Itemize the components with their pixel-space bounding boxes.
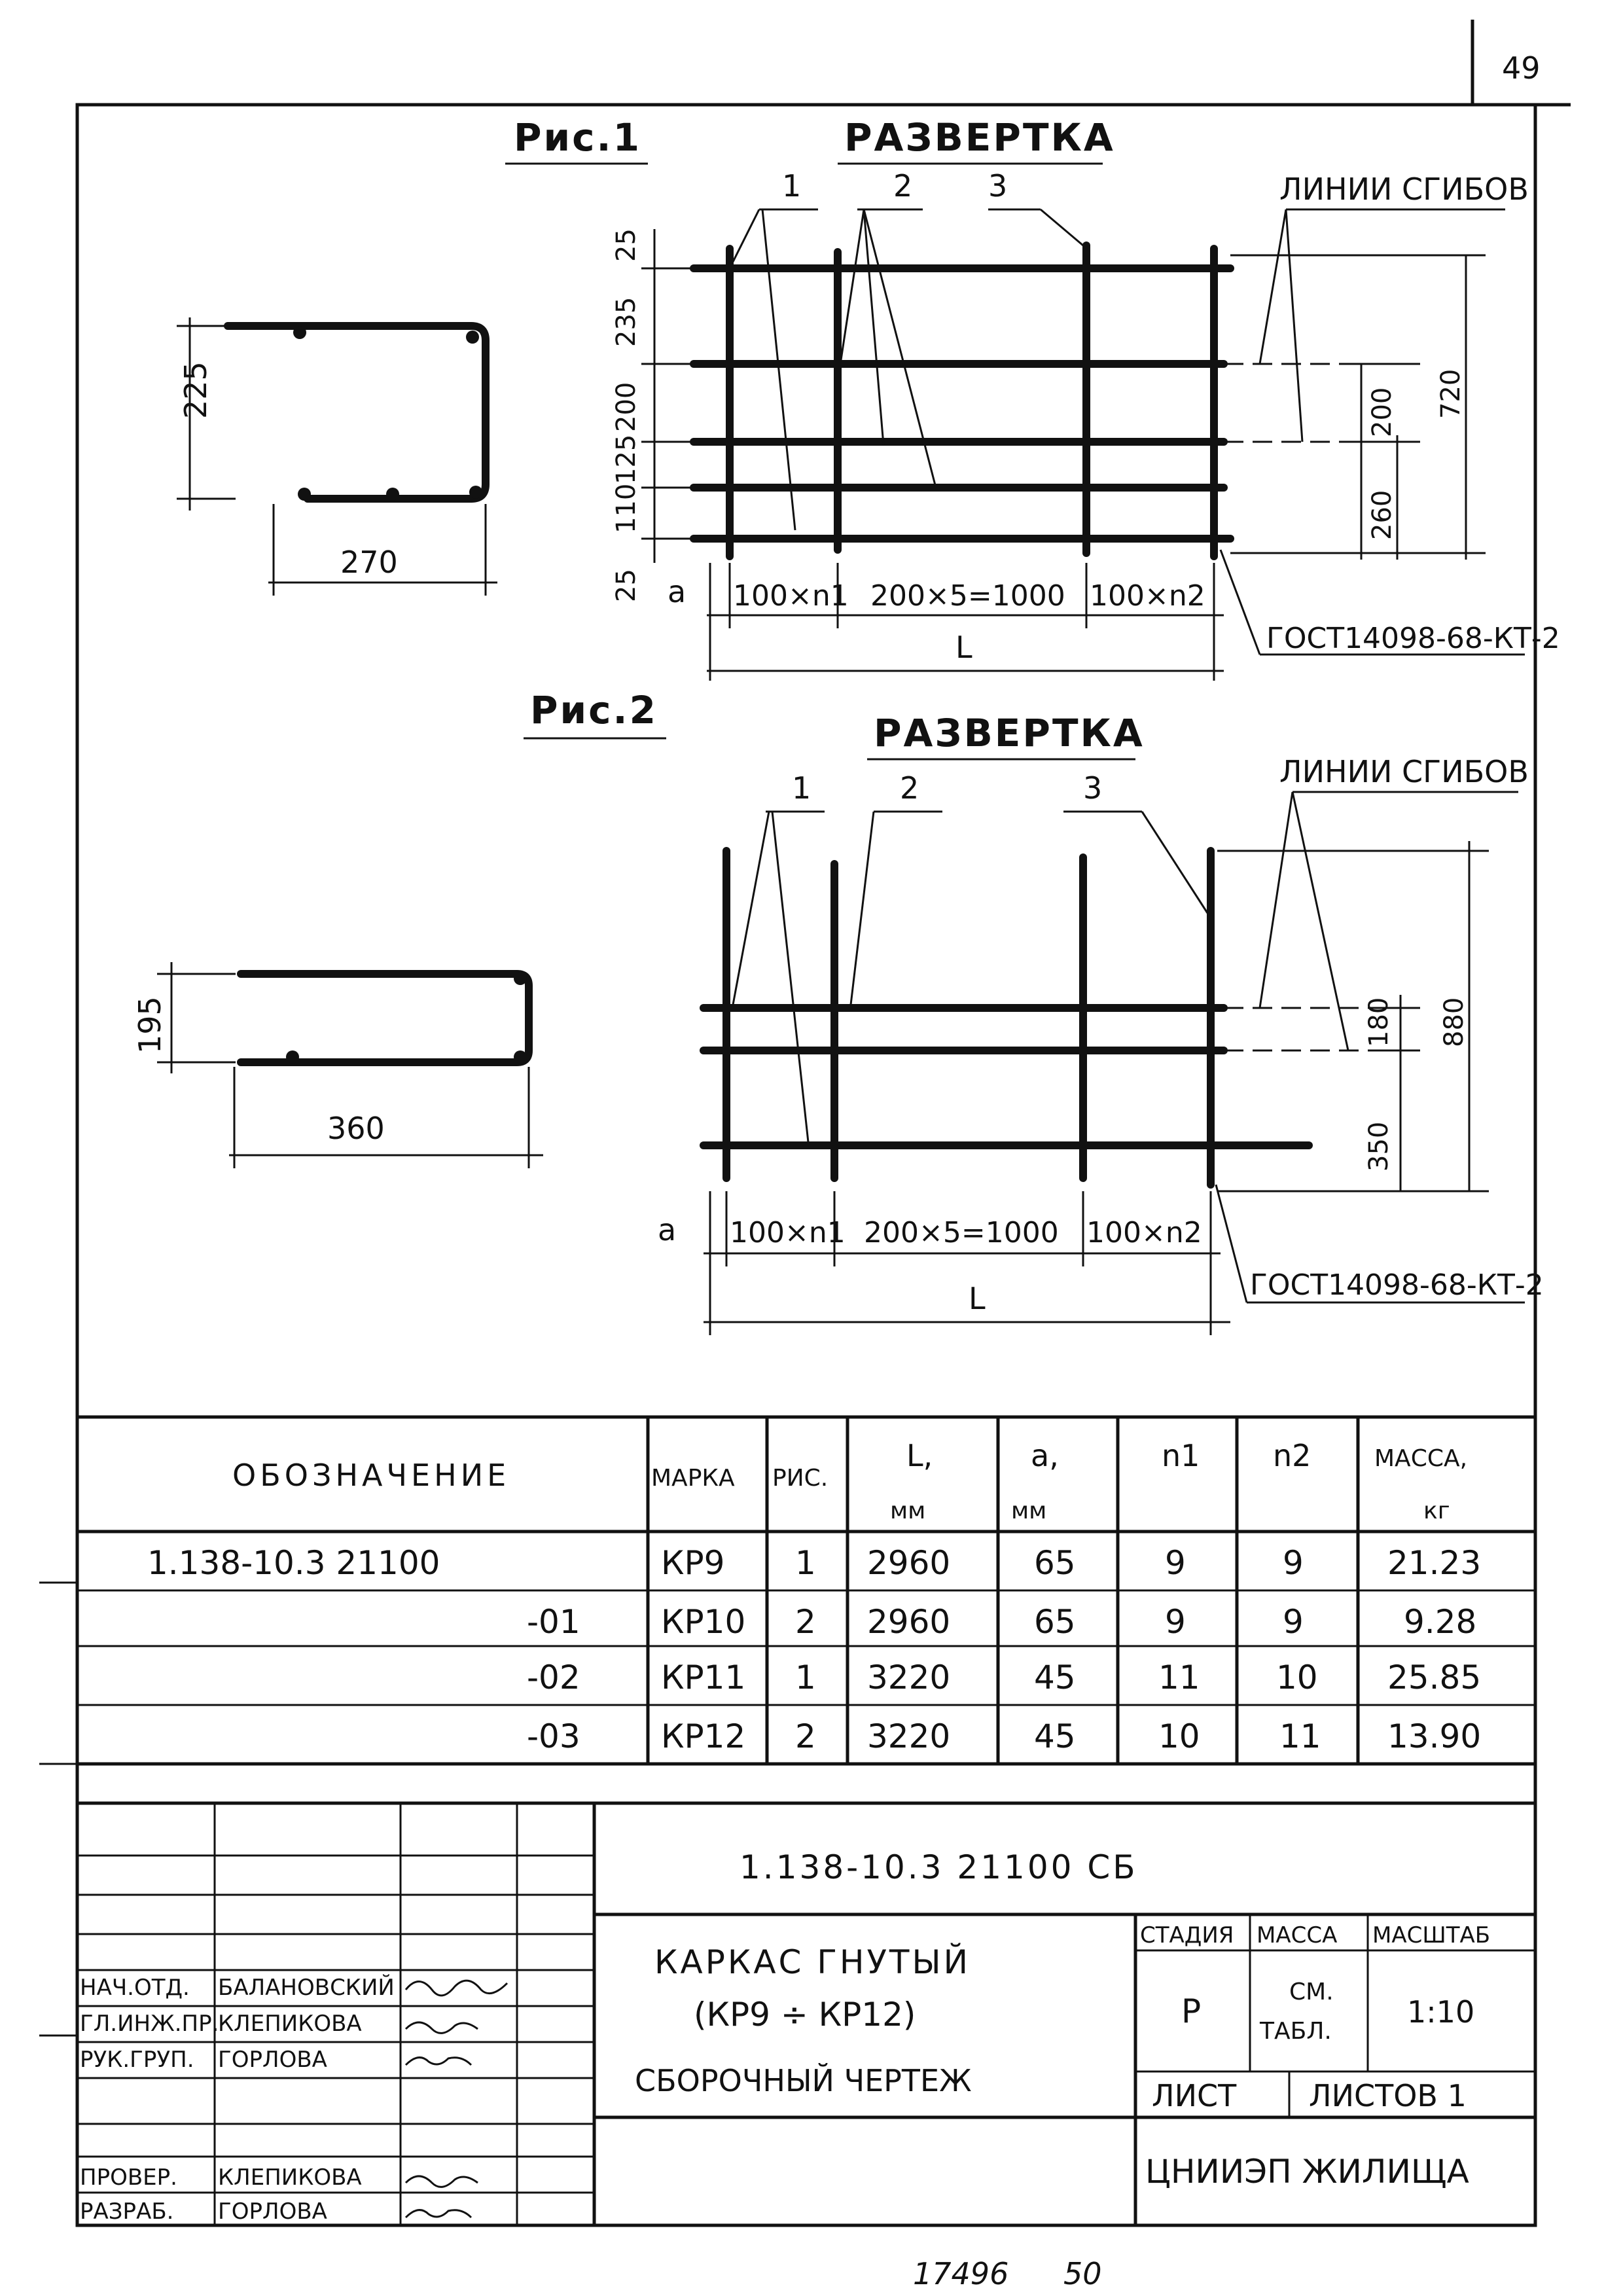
fig1-left-dim-2: 200 xyxy=(611,382,641,432)
fig1-right-dim-1: 260 xyxy=(1367,490,1397,540)
fig1-left-dim-1: 235 xyxy=(611,296,641,347)
mass-value-1: СМ. xyxy=(1289,1979,1334,2005)
spec-cell-mark: КР12 xyxy=(661,1717,746,1755)
fig1-gost-label: ГОСТ14098-68-КТ-2 xyxy=(1266,622,1560,655)
spec-cell-a: 65 xyxy=(1034,1603,1076,1641)
spec-cell-designation: -01 xyxy=(527,1603,580,1641)
fig1-bottom-dim-1: 200×5=1000 xyxy=(870,579,1065,613)
fig1-left-dim-4: 110 xyxy=(611,483,641,533)
spec-cell-fig: 1 xyxy=(795,1544,816,1582)
page-number: 49 xyxy=(1502,50,1541,86)
fig2-right-dim-1: 350 xyxy=(1364,1121,1394,1172)
fig2-marker-2: 2 xyxy=(900,770,919,806)
signature-0 xyxy=(406,1981,507,1996)
spec-cell-n2: 11 xyxy=(1279,1717,1321,1755)
spec-header-L: L, xyxy=(906,1438,933,1473)
sheets-label: ЛИСТОВ 1 xyxy=(1309,2078,1467,2113)
signature-4 xyxy=(406,2210,471,2217)
fig2-a-label: а xyxy=(658,1212,677,1247)
fig2-bend-lines-label: ЛИНИИ СГИБОВ xyxy=(1279,754,1529,789)
spec-cell-a: 45 xyxy=(1034,1659,1076,1696)
table-row xyxy=(527,1717,1481,1755)
spec-cell-L: 3220 xyxy=(867,1717,951,1755)
spec-cell-designation: -02 xyxy=(527,1659,580,1696)
spec-header-n1: n1 xyxy=(1162,1438,1200,1473)
fig1-a-label: а xyxy=(668,574,687,609)
spec-unit-L: мм xyxy=(890,1498,926,1524)
staff-role-1: ГЛ.ИНЖ.ПР. xyxy=(80,2011,219,2037)
spec-cell-fig: 1 xyxy=(795,1659,816,1696)
title-line-2: (КР9 ÷ КР12) xyxy=(694,1996,916,2034)
stage-value: Р xyxy=(1181,1992,1202,2030)
fig1-bottom-dim-0: 100×n1 xyxy=(733,579,849,613)
spec-cell-mass: 9.28 xyxy=(1404,1603,1477,1641)
spec-cell-mark: КР11 xyxy=(661,1659,746,1696)
spec-cell-n1: 11 xyxy=(1158,1659,1200,1696)
fig2-bottom-dim-1: 200×5=1000 xyxy=(864,1216,1059,1249)
fig2-length-label: L xyxy=(969,1281,986,1316)
staff-role-4: РАЗРАБ. xyxy=(80,2198,174,2225)
fig1-left-dim-3: 125 xyxy=(611,434,641,484)
fig2-section-bar xyxy=(241,974,529,1062)
spec-cell-L: 2960 xyxy=(867,1603,951,1641)
fig2-marker-1: 1 xyxy=(792,770,812,806)
table-row xyxy=(527,1659,1481,1696)
fig1-title: Рис.1 xyxy=(514,115,641,160)
fig1-marker-1: 1 xyxy=(782,168,802,204)
title-line-1: КАРКАС ГНУТЫЙ xyxy=(654,1943,971,1981)
spec-cell-a: 65 xyxy=(1034,1544,1076,1582)
staff-name-4: ГОРЛОВА xyxy=(218,2198,327,2225)
bottom-number-right: 50 xyxy=(1063,2256,1102,2291)
mass-label: МАССА xyxy=(1257,1922,1338,1948)
fig2-gost-label: ГОСТ14098-68-КТ-2 xyxy=(1250,1268,1544,1302)
spec-cell-L: 2960 xyxy=(867,1544,951,1582)
fig1-length-label: L xyxy=(955,630,972,665)
spec-unit-mass: кг xyxy=(1423,1498,1450,1524)
fig1-section-bar xyxy=(228,326,486,499)
mass-value-2: ТАБЛ. xyxy=(1260,2018,1332,2045)
doc-code: 1.138-10.3 21100 СБ xyxy=(740,1848,1138,1886)
figure-2 xyxy=(132,688,1544,1335)
fig1-section-height: 225 xyxy=(178,361,213,419)
fig2-section-width: 360 xyxy=(327,1111,385,1146)
spec-cell-L: 3220 xyxy=(867,1659,951,1696)
staff-role-2: РУК.ГРУП. xyxy=(80,2047,194,2073)
fig1-bottom-dim-2: 100×n2 xyxy=(1090,579,1205,613)
staff-name-1: КЛЕПИКОВА xyxy=(218,2011,362,2037)
spec-cell-n2: 10 xyxy=(1276,1659,1318,1696)
title-line-3: СБОРОЧНЫЙ ЧЕРТЕЖ xyxy=(635,2063,972,2098)
title-block xyxy=(39,1803,1535,2225)
signature-3 xyxy=(406,2176,478,2187)
spec-cell-n2: 9 xyxy=(1283,1603,1304,1641)
staff-name-0: БАЛАНОВСКИЙ xyxy=(218,1975,395,2001)
fig2-right-dim-2: 880 xyxy=(1439,997,1469,1047)
fig1-section-width: 270 xyxy=(340,545,398,580)
fig1-right-dim-2: 720 xyxy=(1436,368,1466,419)
fig1-left-dim-0: 25 xyxy=(611,228,641,262)
fig2-bottom-dim-0: 100×n1 xyxy=(730,1216,846,1249)
staff-role-0: НАЧ.ОТД. xyxy=(80,1975,190,2001)
scale-label: МАСШТАБ xyxy=(1372,1922,1491,1948)
spec-cell-mark: КР10 xyxy=(661,1603,746,1641)
fig2-marker-3: 3 xyxy=(1083,770,1103,806)
spec-cell-n1: 9 xyxy=(1165,1544,1186,1582)
fig1-right-dim-0: 200 xyxy=(1367,387,1397,437)
organization: ЦНИИЭП ЖИЛИЩА xyxy=(1145,2153,1469,2191)
figure-1 xyxy=(177,115,1560,681)
spec-header-mark: МАРКА xyxy=(651,1465,735,1492)
staff-name-2: ГОРЛОВА xyxy=(218,2047,327,2073)
spec-cell-fig: 2 xyxy=(795,1717,816,1755)
spec-cell-mark: КР9 xyxy=(661,1544,725,1582)
fig1-unfold-title: РАЗВЕРТКА xyxy=(844,115,1115,160)
spec-cell-n2: 9 xyxy=(1283,1544,1304,1582)
table-row xyxy=(527,1603,1476,1641)
fig2-bottom-dim-2: 100×n2 xyxy=(1086,1216,1202,1249)
sheet-label: ЛИСТ xyxy=(1152,2078,1237,2113)
staff-role-3: ПРОВЕР. xyxy=(80,2164,177,2191)
fig2-title: Рис.2 xyxy=(530,688,658,732)
spec-table xyxy=(39,1417,1535,1803)
staff-name-3: КЛЕПИКОВА xyxy=(218,2164,362,2191)
scale-value: 1:10 xyxy=(1407,1994,1475,2030)
sheet-frame xyxy=(77,105,1535,2225)
fig2-section-height: 195 xyxy=(132,996,168,1054)
spec-cell-mass: 13.90 xyxy=(1387,1717,1482,1755)
fig1-marker-2: 2 xyxy=(893,168,913,204)
spec-header-mass: МАССА, xyxy=(1374,1445,1468,1472)
spec-cell-mass: 25.85 xyxy=(1387,1659,1482,1696)
fig1-marker-3: 3 xyxy=(988,168,1008,204)
bottom-number-left: 17496 xyxy=(913,2256,1009,2291)
spec-header-designation: ОБОЗНАЧЕНИЕ xyxy=(232,1458,510,1493)
fig1-bend-lines-label: ЛИНИИ СГИБОВ xyxy=(1279,171,1529,207)
spec-header-a: а, xyxy=(1031,1438,1059,1473)
signature-2 xyxy=(406,2058,471,2065)
table-row xyxy=(147,1544,1481,1582)
signature-1 xyxy=(406,2022,478,2033)
spec-unit-a: мм xyxy=(1011,1498,1047,1524)
fig1-left-dim-5: 25 xyxy=(611,569,641,602)
spec-cell-mass: 21.23 xyxy=(1387,1544,1482,1582)
spec-cell-n1: 10 xyxy=(1158,1717,1200,1755)
spec-cell-a: 45 xyxy=(1034,1717,1076,1755)
spec-cell-n1: 9 xyxy=(1165,1603,1186,1641)
spec-cell-fig: 2 xyxy=(795,1603,816,1641)
spec-cell-designation: -03 xyxy=(527,1717,580,1755)
spec-header-fig: РИС. xyxy=(772,1465,829,1492)
stage-label: СТАДИЯ xyxy=(1140,1922,1234,1948)
spec-cell-designation: 1.138-10.3 21100 xyxy=(147,1544,440,1582)
fig2-right-dim-0: 180 xyxy=(1364,997,1394,1047)
fig2-unfold-title: РАЗВЕРТКА xyxy=(874,711,1145,755)
spec-header-n2: n2 xyxy=(1273,1438,1311,1473)
